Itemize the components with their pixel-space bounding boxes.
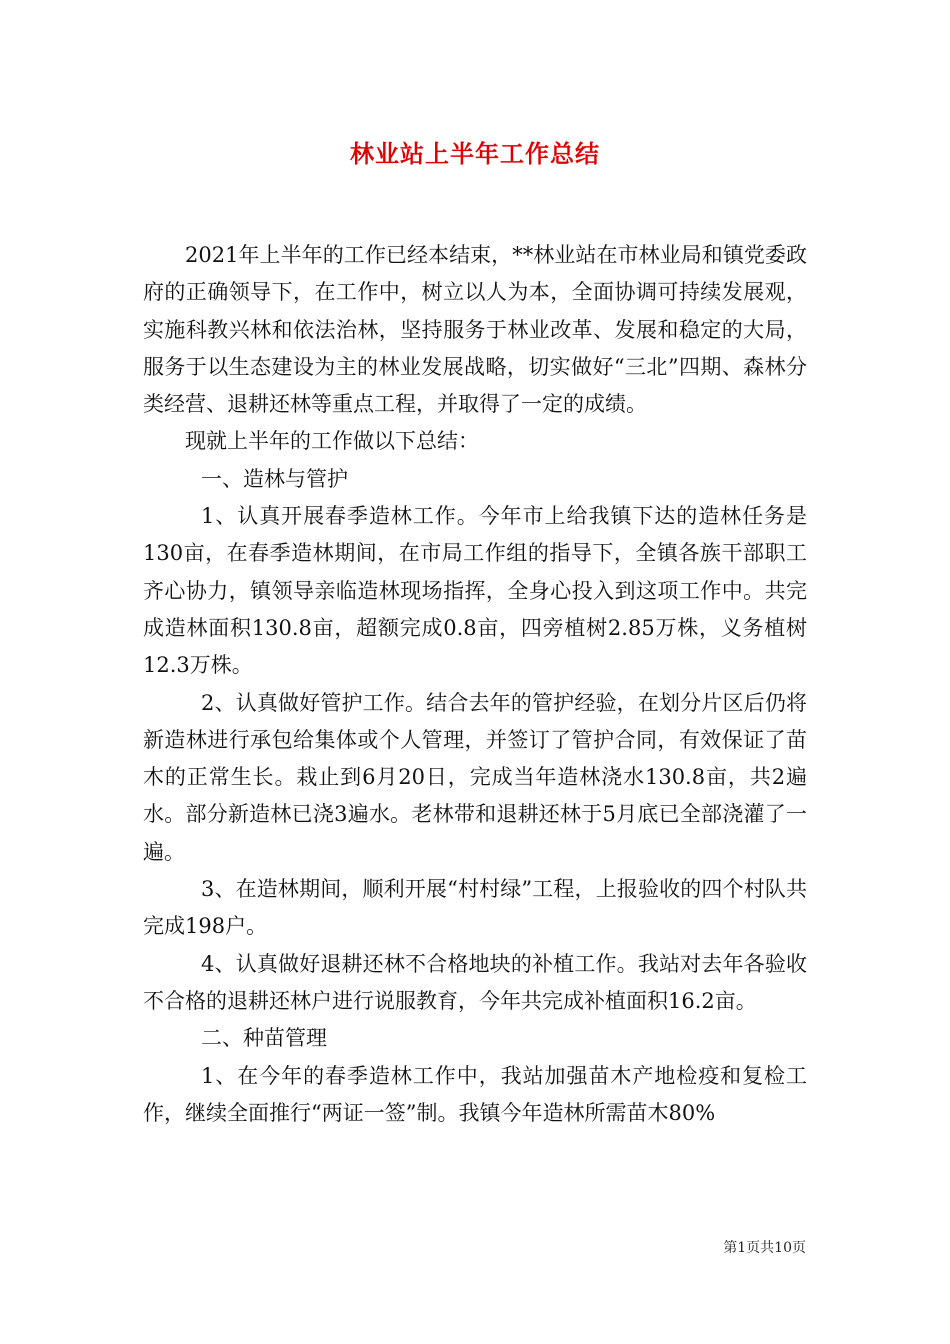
document-body [143,237,807,1132]
body-paragraph: 3、在造林期间，顺利开展“村村绿”工程，上报验收的四个村队共完成198户。 [143,877,807,939]
section-heading: 一、造林与管护 [201,466,348,491]
body-paragraph: 2021年上半年的工作已经本结束，**林业站在市林业局和镇党委政府的正确领导下，在工作中，树立以人为本，全面协调可持续发展观，实施科教兴林和依法治林，坚持服务于林业改革、发展和稳定的大局，服务于以生态建设为主的林业发展战略，切实做好“三北”四期、森林分类经营、退耕还林等重点工程，并取得了一定的成绩。 [143,243,807,417]
body-paragraph: 1、认真开展春季造林工作。今年市上给我镇下达的造林任务是130亩，在春季造林期间，在市局工作组的指导下，全镇各族干部职工齐心协力，镇领导亲临造林现场指挥，全身心投入到这项工作中。共完成造林面积130.8亩，超额完成0.8亩，四旁植树2.85万株，义务植树12.3万株。 [143,504,807,678]
body-paragraph: 现就上半年的工作做以下总结： [185,429,479,454]
body-paragraph: 2、认真做好管护工作。结合去年的管护经验，在划分片区后仍将新造林进行承包给集体或个人管理，并签订了管护合同，有效保证了苗木的正常生长。栽止到6月20日，完成当年造林浇水130.8亩，共2遍水。部分新造林已浇3遍水。老林带和退耕还林于5月底已全部浇灌了一遍。 [143,690,807,864]
page-number-footer: 第1页共10页 [723,1240,806,1256]
document-title: 林业站上半年工作总结 [350,140,600,168]
body-paragraph: 1、在今年的春季造林工作中，我站加强苗木产地检疫和复检工作，继续全面推行“两证一签”制。我镇今年造林所需苗木80% [143,1063,807,1125]
section-heading: 二、种苗管理 [201,1026,327,1051]
body-paragraph: 4、认真做好退耕还林不合格地块的补植工作。我站对去年各验收不合格的退耕还林户进行说服教育，今年共完成补植面积16.2亩。 [143,951,807,1013]
